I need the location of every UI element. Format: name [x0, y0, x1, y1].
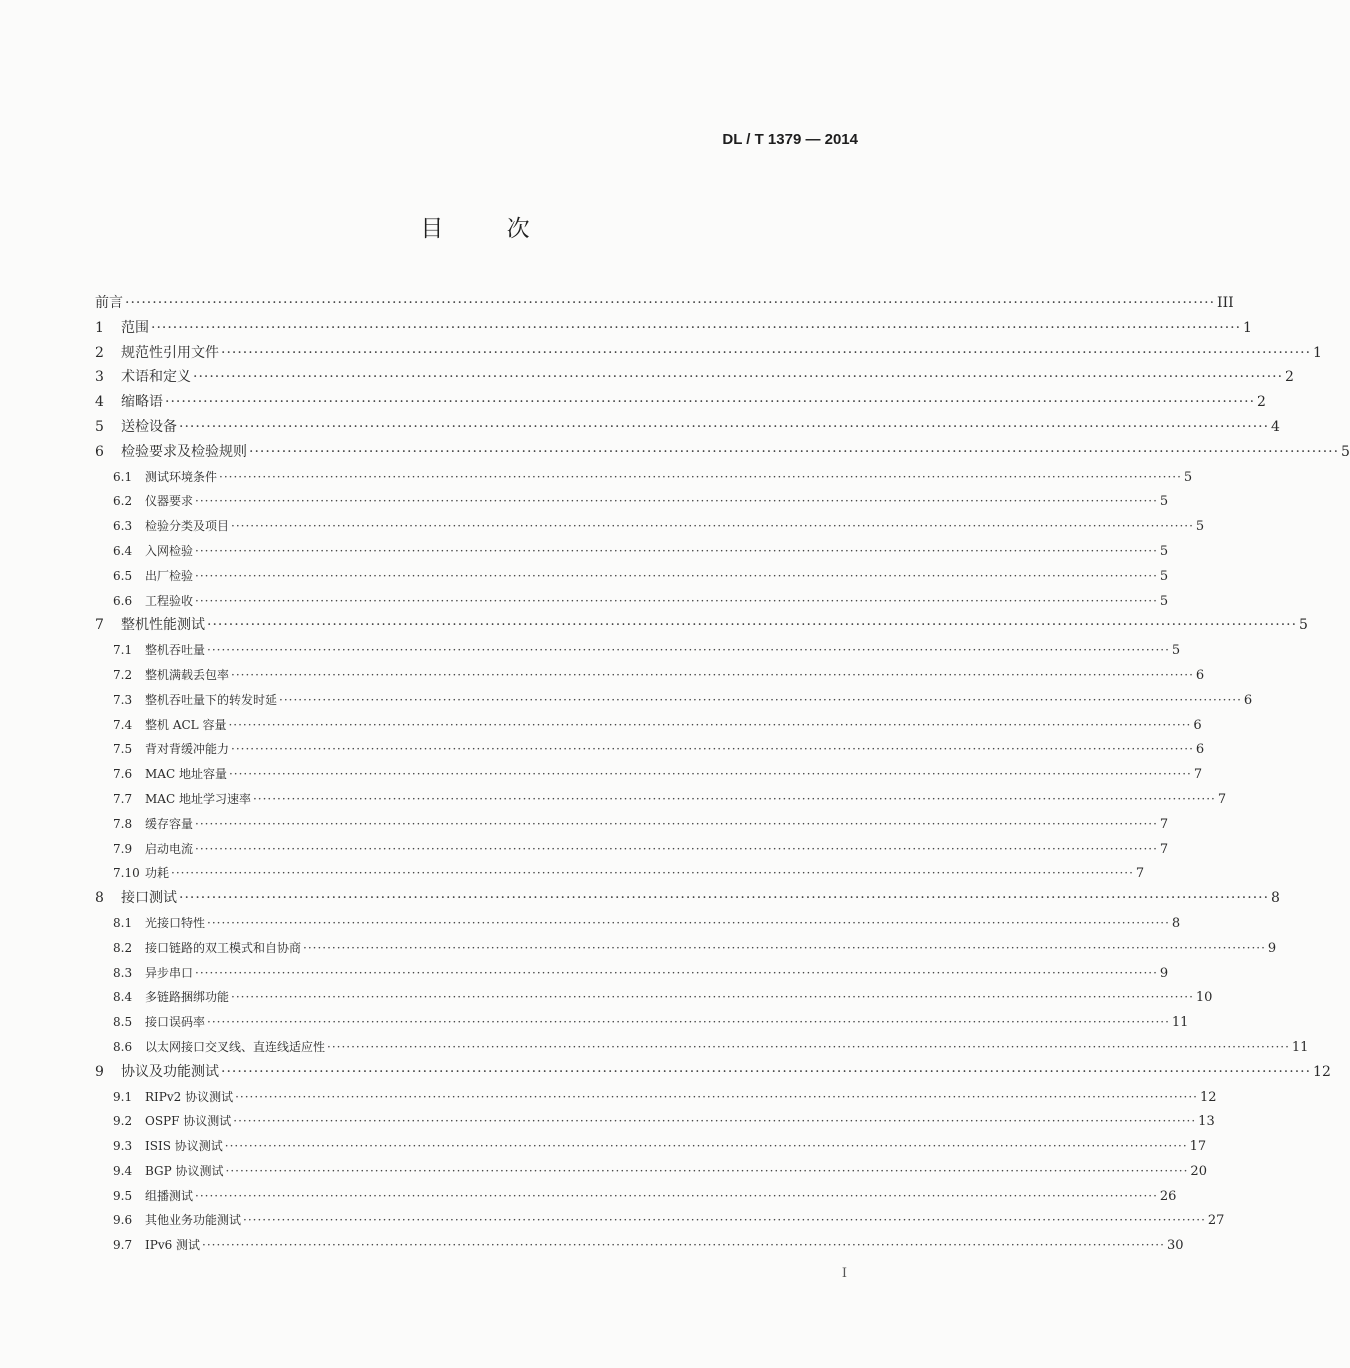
- toc-entry-number: 6.3: [113, 519, 133, 534]
- toc-entry-number: 7.1: [113, 643, 133, 658]
- toc-entry-number: 2: [95, 344, 104, 361]
- toc-entry[interactable]: [95, 589, 1169, 614]
- toc-entry[interactable]: [95, 316, 1252, 341]
- toc-entry[interactable]: [95, 886, 1280, 911]
- toc-entry-number: 8.6: [113, 1039, 133, 1054]
- toc-entry-number: 7.9: [113, 841, 133, 856]
- toc-entry-page: 8: [1171, 915, 1181, 931]
- toc-entry-title: 出厂检验: [145, 568, 194, 583]
- toc-entry[interactable]: [95, 762, 1203, 787]
- toc-entry-number: 6.6: [113, 593, 133, 608]
- toc-entry[interactable]: [95, 911, 1181, 936]
- toc-entry[interactable]: [95, 663, 1205, 688]
- toc-entry-title: 检验要求及检验规则: [121, 443, 247, 460]
- toc-entry-title: 检验分类及项目: [145, 519, 230, 534]
- toc-entry-page: 12: [1313, 1063, 1331, 1080]
- toc-entry-number: 9.4: [113, 1163, 133, 1178]
- toc-entry-number: 7.5: [113, 742, 133, 757]
- toc-entry-number: 9.1: [113, 1089, 133, 1104]
- toc-entry[interactable]: [95, 291, 1234, 316]
- toc-entry-page: 5: [1341, 443, 1350, 460]
- toc-entry[interactable]: [95, 440, 1350, 465]
- toc-entry[interactable]: [95, 787, 1227, 812]
- dot-leader: ········································································································································································································: [165, 394, 1256, 411]
- toc-entry-page: 5: [1299, 617, 1308, 634]
- dot-leader: ········································································································································································································: [228, 767, 1192, 782]
- toc-entry-page: 1: [1313, 344, 1322, 361]
- toc-entry-title: 整机 ACL 容量: [145, 717, 227, 732]
- toc-entry-number: 7.2: [113, 667, 133, 682]
- toc-entry-page: 5: [1171, 643, 1181, 659]
- toc-entry[interactable]: [95, 812, 1169, 837]
- toc-entry-title: 背对背缓冲能力: [145, 742, 230, 757]
- toc-entry-title: 缓存容量: [145, 816, 194, 831]
- dot-leader: ········································································································································································································: [219, 469, 1182, 484]
- toc-entry-number: 4: [95, 394, 104, 411]
- toc-entry-title: 整机吞吐量: [145, 643, 206, 658]
- toc-entry-page: 5: [1159, 593, 1169, 609]
- toc-entry-page: 7: [1135, 866, 1145, 882]
- toc-entry-title: 接口测试: [121, 890, 177, 907]
- toc-entry-page: 6: [1195, 667, 1205, 683]
- dot-leader: ········································································································································································································: [193, 369, 1284, 386]
- toc-entry-number: 7.3: [113, 692, 133, 707]
- toc-entry-title: 入网检验: [145, 543, 194, 558]
- toc-entry-title: 整机吞吐量下的转发时延: [145, 692, 278, 707]
- toc-entry-page: 11: [1171, 1015, 1189, 1031]
- toc-entry[interactable]: [95, 1035, 1309, 1060]
- toc-entry-page: 17: [1189, 1139, 1207, 1155]
- toc-entry[interactable]: [95, 489, 1169, 514]
- toc-entry-page: 1: [1243, 319, 1252, 336]
- dot-leader: ········································································································································································································: [228, 717, 1192, 732]
- toc-entry-page: 7: [1159, 841, 1169, 857]
- toc-entry-number: 8.4: [113, 990, 133, 1005]
- toc-entry-page: 2: [1285, 369, 1294, 386]
- toc-entry-page: 6: [1243, 692, 1253, 708]
- toc-entry-page: 2: [1257, 394, 1266, 411]
- toc-entry-title: BGP 协议测试: [145, 1163, 224, 1178]
- toc-entry[interactable]: [95, 613, 1308, 638]
- dot-leader: ········································································································································································································: [195, 841, 1158, 856]
- toc-entry-number: 9.7: [113, 1238, 133, 1253]
- toc-entry-title: MAC 地址容量: [145, 767, 227, 782]
- toc-entry-title: 协议及功能测试: [121, 1063, 219, 1080]
- toc-entry-title: RIPv2 协议测试: [145, 1089, 234, 1104]
- toc-entry-number: 8.2: [113, 940, 133, 955]
- toc-heading: [0, 210, 950, 243]
- toc-entry-number: 5: [95, 418, 104, 435]
- toc-entry[interactable]: [95, 961, 1169, 986]
- dot-leader: ········································································································································································································: [231, 667, 1194, 682]
- toc-entry[interactable]: [95, 539, 1169, 564]
- dot-leader: ········································································································································································································: [221, 1063, 1312, 1080]
- toc-entry-page: 27: [1207, 1213, 1225, 1229]
- toc-heading-char-2: 次: [506, 216, 530, 242]
- dot-leader: ········································································································································································································: [231, 742, 1194, 757]
- toc-entry[interactable]: [95, 514, 1205, 539]
- toc-entry-title: 多链路捆绑功能: [145, 990, 230, 1005]
- toc-entry-number: 7.10: [113, 866, 140, 881]
- toc-entry[interactable]: [95, 713, 1202, 738]
- toc-entry-title: 接口误码率: [145, 1015, 206, 1030]
- toc-entry-page: 4: [1271, 418, 1280, 435]
- toc-entry-title: IPv6 测试: [145, 1238, 201, 1253]
- toc-entry[interactable]: [95, 1109, 1215, 1134]
- dot-leader: ········································································································································································································: [207, 1015, 1170, 1030]
- toc-entry-title: 仪器要求: [145, 494, 194, 509]
- toc-entry[interactable]: [95, 737, 1205, 762]
- toc-entry-number: 8.5: [113, 1015, 133, 1030]
- toc-entry-number: 7.8: [113, 816, 133, 831]
- toc-entry[interactable]: [95, 1134, 1207, 1159]
- toc-entry-number: 3: [95, 369, 104, 386]
- toc-entry-page: 5: [1159, 568, 1169, 584]
- toc-entry[interactable]: [95, 564, 1169, 589]
- dot-leader: ········································································································································································································: [225, 1163, 1189, 1178]
- toc-entry-title: 整机性能测试: [121, 617, 205, 634]
- toc-entry-title: 送检设备: [121, 418, 177, 435]
- dot-leader: ········································································································································································································: [327, 1039, 1290, 1054]
- toc-entry-number: 6.4: [113, 543, 133, 558]
- toc-entry[interactable]: [95, 415, 1280, 440]
- toc-entry-title: 功耗: [145, 866, 170, 881]
- toc-entry-page: 30: [1166, 1238, 1184, 1254]
- toc-entry[interactable]: [95, 365, 1294, 390]
- dot-leader: ········································································································································································································: [207, 617, 1298, 634]
- toc-entry[interactable]: [95, 688, 1253, 713]
- toc-entry-title: 工程验收: [145, 593, 194, 608]
- dot-leader: ········································································································································································································: [279, 692, 1242, 707]
- dot-leader: ········································································································································································································: [195, 494, 1158, 509]
- toc-entry-number: 8.1: [113, 915, 133, 930]
- dot-leader: ········································································································································································································: [195, 1188, 1158, 1203]
- toc-entry-number: 9.5: [113, 1188, 133, 1203]
- toc-entry-page: 26: [1159, 1188, 1177, 1204]
- toc-entry[interactable]: [95, 1060, 1331, 1085]
- toc-entry-page: 20: [1190, 1163, 1207, 1179]
- toc-entry-page: 12: [1199, 1089, 1217, 1105]
- table-of-contents: [95, 291, 1350, 1258]
- toc-entry[interactable]: [95, 1010, 1189, 1035]
- toc-entry-page: 9: [1267, 940, 1277, 956]
- toc-entry-title: 其他业务功能测试: [145, 1213, 242, 1228]
- dot-leader: ········································································································································································································: [303, 940, 1266, 955]
- toc-entry[interactable]: [95, 985, 1213, 1010]
- toc-entry[interactable]: [95, 341, 1322, 366]
- toc-entry-page: 5: [1195, 519, 1205, 535]
- toc-entry-page: 11: [1291, 1039, 1309, 1055]
- toc-entry-number: 7: [95, 617, 104, 634]
- toc-entry-page: 5: [1159, 494, 1169, 510]
- toc-entry[interactable]: [95, 1184, 1177, 1209]
- toc-entry-page: 7: [1159, 816, 1169, 832]
- toc-entry-title: 光接口特性: [145, 915, 206, 930]
- toc-entry-page: 6: [1193, 717, 1202, 733]
- dot-leader: ········································································································································································································: [195, 816, 1158, 831]
- toc-entry-number: 7.7: [113, 791, 133, 806]
- toc-heading-char-1: 目: [420, 216, 444, 242]
- toc-entry-page: 10: [1195, 990, 1213, 1006]
- toc-entry-page: III: [1217, 295, 1234, 311]
- dot-leader: ········································································································································································································: [125, 295, 1216, 311]
- toc-entry-title: 异步串口: [145, 965, 194, 980]
- toc-entry-title: 接口链路的双工模式和自协商: [145, 940, 302, 955]
- toc-entry[interactable]: [95, 861, 1145, 886]
- dot-leader: ········································································································································································································: [235, 1089, 1198, 1104]
- toc-entry-title: 整机满载丢包率: [145, 667, 230, 682]
- toc-entry[interactable]: [95, 837, 1169, 862]
- toc-entry-page: 7: [1193, 767, 1203, 783]
- dot-leader: ········································································································································································································: [171, 866, 1134, 881]
- toc-entry-number: 6.1: [113, 469, 133, 484]
- standard-code: DL / T 1379 — 2014: [722, 131, 858, 148]
- dot-leader: ········································································································································································································: [249, 443, 1340, 460]
- dot-leader: ········································································································································································································: [195, 965, 1158, 980]
- toc-entry-page: 9: [1159, 965, 1169, 981]
- toc-entry-number: 8.3: [113, 965, 133, 980]
- toc-entry[interactable]: [95, 1159, 1207, 1184]
- dot-leader: ········································································································································································································: [151, 319, 1242, 336]
- toc-entry-number: 6.5: [113, 568, 133, 583]
- toc-entry[interactable]: [95, 936, 1277, 961]
- dot-leader: ········································································································································································································: [233, 1114, 1197, 1129]
- toc-entry-page: 13: [1198, 1114, 1215, 1130]
- toc-entry-title: MAC 地址学习速率: [145, 791, 251, 806]
- toc-entry-title: 范围: [121, 319, 149, 336]
- toc-entry-title: 缩略语: [121, 394, 163, 411]
- toc-entry-number: 9: [95, 1063, 104, 1080]
- toc-entry-title: 术语和定义: [121, 369, 191, 386]
- toc-entry-title: 启动电流: [145, 841, 194, 856]
- dot-leader: ········································································································································································································: [207, 643, 1170, 658]
- page-number: I: [841, 1266, 847, 1281]
- toc-entry-number: 9.3: [113, 1139, 133, 1154]
- dot-leader: ········································································································································································································: [231, 990, 1194, 1005]
- toc-entry-title: 组播测试: [145, 1188, 194, 1203]
- toc-entry-number: 9.6: [113, 1213, 133, 1228]
- toc-entry-number: 9.2: [113, 1114, 133, 1129]
- dot-leader: ········································································································································································································: [195, 568, 1158, 583]
- dot-leader: ········································································································································································································: [179, 418, 1270, 435]
- toc-entry-title: ISIS 协议测试: [145, 1139, 223, 1154]
- toc-entry-number: 1: [95, 319, 104, 336]
- toc-entry-title: OSPF 协议测试: [145, 1114, 232, 1129]
- toc-entry-number: 6: [95, 443, 104, 460]
- toc-entry-number: 6.2: [113, 494, 133, 509]
- dot-leader: ········································································································································································································: [224, 1139, 1188, 1154]
- toc-entry-page: 5: [1159, 543, 1169, 559]
- toc-entry-title: 规范性引用文件: [121, 344, 219, 361]
- toc-entry-page: 8: [1271, 890, 1280, 907]
- dot-leader: ········································································································································································································: [195, 593, 1158, 608]
- toc-entry-page: 5: [1183, 469, 1193, 485]
- toc-entry-title: 前言: [95, 295, 123, 311]
- toc-entry[interactable]: [95, 1085, 1217, 1110]
- dot-leader: ········································································································································································································: [179, 890, 1270, 907]
- toc-entry-page: 7: [1217, 791, 1227, 807]
- toc-entry[interactable]: [95, 1233, 1184, 1258]
- toc-entry-number: 7.6: [113, 767, 133, 782]
- dot-leader: ········································································································································································································: [221, 344, 1312, 361]
- toc-entry-title: 测试环境条件: [145, 469, 218, 484]
- toc-entry[interactable]: [95, 465, 1193, 490]
- toc-entry[interactable]: [95, 638, 1181, 663]
- toc-entry[interactable]: [95, 1208, 1225, 1233]
- dot-leader: ········································································································································································································: [202, 1238, 1165, 1253]
- toc-entry[interactable]: [95, 390, 1266, 415]
- dot-leader: ········································································································································································································: [252, 791, 1216, 806]
- toc-entry-page: 6: [1195, 742, 1205, 758]
- dot-leader: ········································································································································································································: [207, 915, 1170, 930]
- dot-leader: ········································································································································································································: [195, 543, 1158, 558]
- dot-leader: ········································································································································································································: [231, 519, 1194, 534]
- toc-entry-number: 8: [95, 890, 104, 907]
- toc-entry-title: 以太网接口交叉线、直连线适应性: [145, 1039, 326, 1054]
- dot-leader: ········································································································································································································: [243, 1213, 1206, 1228]
- toc-entry-number: 7.4: [113, 717, 133, 732]
